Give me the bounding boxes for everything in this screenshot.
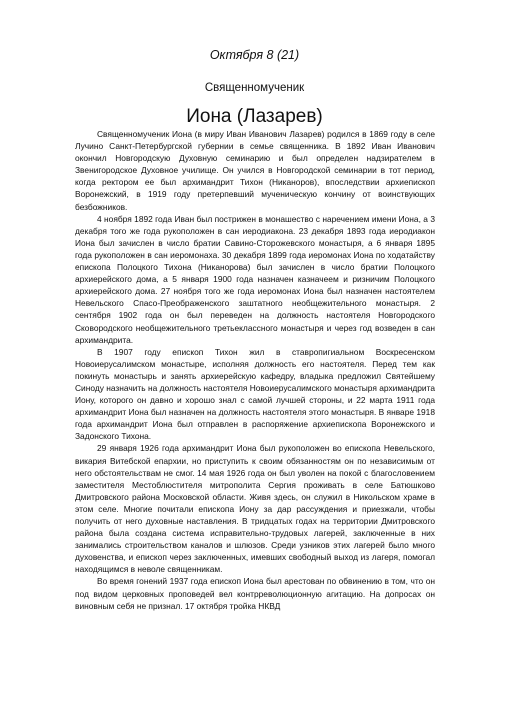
page-title: Иона (Лазарев) (186, 105, 323, 127)
paragraph-3: В 1907 году епископ Тихон жил в ставропигиальном Воскресенском Новоиерусалимском монастыре, исполняя должность его настоятеля. Перед тем как покинуть монастырь и занять архиерейскую кафедру, владыка предложил Святейшему Синоду назначить на должность настоятеля Новоиерусалимского монастыря архимандрита Иону, которого он давно и хорошо знал с самой лучшей стороны, и 22 марта 1911 года архимандрит Иона был назначен на должность настоятеля этого монастыря. В январе 1918 года архимандрит Иона был отправлен в распоряжение архиепископа Воронежского и Задонского Тихона. (75, 346, 435, 442)
paragraph-1: Священномученик Иона (в миру Иван Иванович Лазарев) родился в 1869 году в селе Лучино Санкт-Петербургской губернии в семье священника. В 1892 Иван Иванович окончил Новгородскую Духовную семинарию и был определен надзирателем в Звенигородское Духовное училище. Он учился в Новгородской семинарии в тот период, когда ректором ее был архимандрит Тихон (Никаноров), впоследствии архиепископ Воронежский, в 1919 году претерпевший мученическую кончину от воинствующих безбожников. (75, 129, 435, 212)
paragraph-4: 29 января 1926 года архимандрит Иона был рукоположен во епископа Невельского, викария Витебской епархии, но приступить к своим обязанностям он по независимым от него обстоятельствам не смог. 14 мая 1926 года он был уволен на покой с благословением заместителя Местоблюстителя митрополита Сергия проживать в селе Батюшково Дмитровского района Московской области. Живя здесь, он служил в Никольском храме в этом селе. Многие почитали епископа Иону за дар рассуждения и приезжали, чтобы получить от него духовные наставления. В тридцатых годах на территории Дмитровского района была создана система исправительно-трудовых лагерей, заключенные в них занимались строительством каналов и шлюзов. Среди узников этих лагерей было много духовенства, и епископ через заключенных, имевших свободный выход из лагеря, помогал находящимся в неволе священникам. (75, 443, 435, 575)
body-text (75, 128, 435, 612)
date-heading: Октября 8 (21) (209, 48, 300, 62)
paragraph-5: Во время гонений 1937 года епископ Иона был арестован по обвинению в том, что он под видом церковных проповедей вел контрреволюционную агитацию. На допросах он виновным себя не признал. 17 октября тройка НКВД (75, 576, 435, 611)
paragraph-2: 4 ноября 1892 года Иван был пострижен в монашество с наречением имени Иона, а 3 декабря того же года рукоположен в сан иеродиакона. 23 декабря 1893 года иеродиакон Иона был зачислен в число братии Савино-Сторожевского монастыря, а 6 января 1895 года рукоположен в сан иеромонаха. 30 декабря 1899 года иеромонах Иона по ходатайству епископа Полоцкого Тихона (Никанорова) был зачислен в число братии Полоцкого архиерейского дома, а 5 января 1900 года назначен казначеем и ризничим Полоцкого архиерейского дома. 27 ноября того же года иеромонах Иона был назначен настоятелем Невельского Спасо-Преображенского заштатного необщежительного монастыря. 2 сентября 1902 года он был переведен на должность настоятеля Новгородского Сковородского необщежительного третьеклассного монастыря и через год возведен в сан архимандрита. (75, 213, 435, 345)
saint-rank-subtitle: Священномученик (204, 82, 305, 94)
